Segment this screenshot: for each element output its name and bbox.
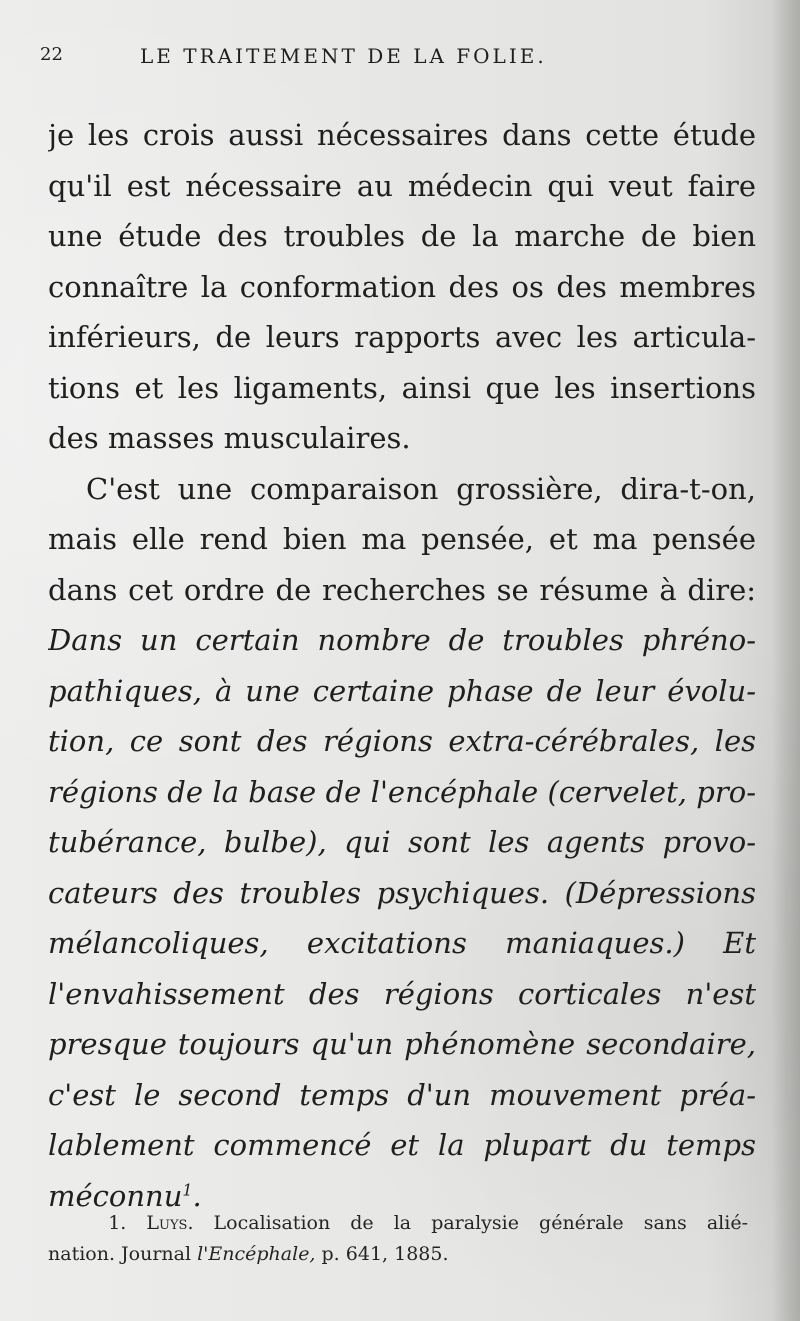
italic-text-line: presque toujours qu'un phénomène secondaire, [48, 1027, 756, 1061]
italic-text-line: tion, ce sont des régions extra-cérébrales, les [48, 724, 756, 758]
italic-text-line: pathiques, à une certaine phase de leur évolu- [48, 673, 756, 708]
footnote-reference: 1 [182, 1179, 193, 1199]
text-line: des masses musculaires. [48, 421, 411, 455]
text-line: une étude des troubles de la marche de bien [48, 219, 756, 253]
text-line: qu'il est nécessaire au médecin qui veut faire [48, 168, 756, 203]
text-line: dans cet ordre de recherches se résume à dire: [48, 572, 756, 607]
text-line: inférieurs, de leurs rapports avec les articula- [48, 320, 756, 354]
italic-text-line: l'envahissement des régions corticales n'est [48, 976, 756, 1011]
text-line: tions et les ligaments, ainsi que les insertions [48, 370, 756, 405]
italic-text-line: mélancoliques, excitations maniaques.) Et [48, 926, 756, 960]
italic-text-line: tubérance, bulbe), qui sont les agents provo- [48, 825, 756, 859]
paragraph-start-line: C'est une comparaison grossière, dira-t-on, [86, 471, 756, 506]
footnote [48, 1208, 748, 1270]
text-line: je les crois aussi nécessaires dans cette étude [48, 118, 756, 152]
footnote-text: nation. Journal [48, 1243, 198, 1265]
italic-text-line: Dans un certain nombre de troubles phréno- [48, 623, 756, 657]
footnote-line [48, 1208, 748, 1239]
text-line: mais elle rend bien ma pensée, et ma pensée [48, 522, 756, 556]
footnote-line [48, 1239, 748, 1270]
footnote-text: . Localisation de la paralysie générale sans alié- [187, 1212, 748, 1234]
footnote-number: 1. [108, 1212, 127, 1234]
italic-text-line: cateurs des troubles psychiques. (Dépressions [48, 875, 756, 910]
main-text [48, 110, 756, 1221]
italic-text-line: lablement commencé et la plupart du temps [48, 1128, 756, 1162]
footnote-author: Luys [146, 1212, 188, 1234]
journal-title: l'Encéphale, [197, 1243, 316, 1265]
closing-period: . [192, 1178, 202, 1213]
page-header [40, 44, 740, 76]
italic-text-line: c'est le second temps d'un mouvement préa- [48, 1077, 756, 1112]
italic-text-line: régions de la base de l'encéphale (cervelet, pro- [48, 774, 756, 809]
italic-last-word: méconnu [48, 1178, 183, 1213]
text-line: connaître la conformation des os des membres [48, 269, 756, 304]
page-edge-shadow [772, 0, 800, 1321]
footnote-citation: p. 641, 1885. [315, 1243, 449, 1265]
page-number: 22 [40, 44, 63, 65]
running-title: LE TRAITEMENT DE LA FOLIE. [140, 44, 547, 68]
